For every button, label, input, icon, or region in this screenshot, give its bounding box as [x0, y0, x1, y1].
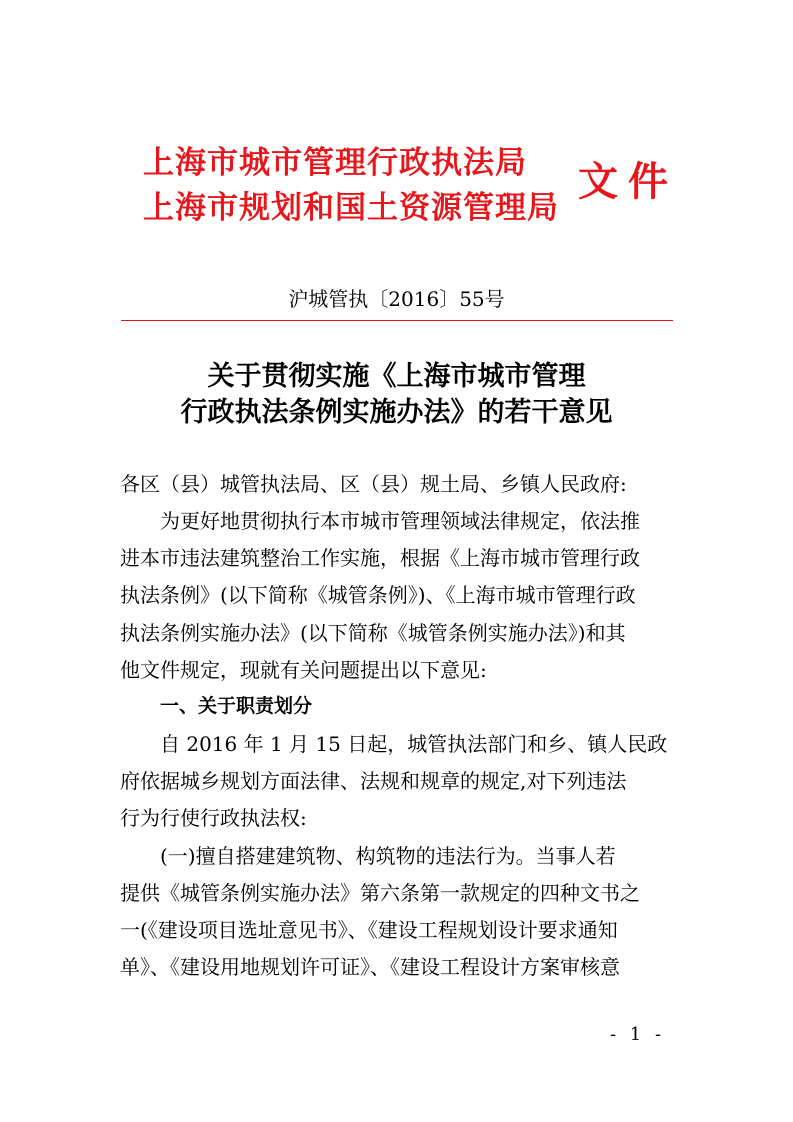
- paragraph-line: 一(《建设项目选址意见书》、《建设工程规划设计要求通知: [120, 918, 618, 942]
- page-number: - 1 -: [610, 1024, 666, 1045]
- paragraph-line: 自 2016 年 1 月 15 日起，城管执法部门和乡、镇人民政: [160, 732, 668, 756]
- paragraph-line: 执法条例实施办法》(以下简称《城管条例实施办法》)和其: [120, 621, 626, 645]
- paragraph-line: 进本市违法建筑整治工作实施，根据《上海市城市管理行政: [120, 546, 640, 570]
- paragraph-line: 府依据城乡规划方面法律、法规和规章的规定,对下列违法: [120, 769, 627, 793]
- red-separator-line: [121, 320, 673, 321]
- section-heading: 一、关于职责划分: [160, 695, 313, 717]
- paragraph-line: 行为行使行政执法权:: [120, 806, 307, 830]
- document-number: 沪城管执〔2016〕55号: [288, 287, 505, 311]
- paragraph-line: 单》、《建设用地规划许可证》、《建设工程设计方案审核意: [120, 955, 620, 979]
- paragraph-line: (一)擅自搭建建筑物、构筑物的违法行为。当事人若: [160, 844, 616, 868]
- addressee: 各区（县）城管执法局、区（县）规土局、乡镇人民政府:: [120, 472, 627, 496]
- paragraph-line: 执法条例》(以下简称《城管条例》)、《上海市城市管理行政: [120, 583, 636, 607]
- issuer-line-2: 上海市规划和国土资源管理局: [143, 190, 559, 226]
- paragraph-line: 提供《城管条例实施办法》第六条第一款规定的四种文书之: [120, 881, 640, 905]
- issuer-line-1: 上海市城市管理行政执法局: [143, 145, 527, 181]
- document-label: 文件: [578, 158, 678, 205]
- paragraph-line: 他文件规定，现就有关问题提出以下意见:: [120, 658, 487, 682]
- paragraph-line: 为更好地贯彻执行本市城市管理领域法律规定，依法推: [160, 509, 640, 533]
- document-title-line-2: 行政执法条例实施办法》的若干意见: [180, 397, 613, 428]
- document-title-line-1: 关于贯彻实施《上海市城市管理: [207, 361, 586, 392]
